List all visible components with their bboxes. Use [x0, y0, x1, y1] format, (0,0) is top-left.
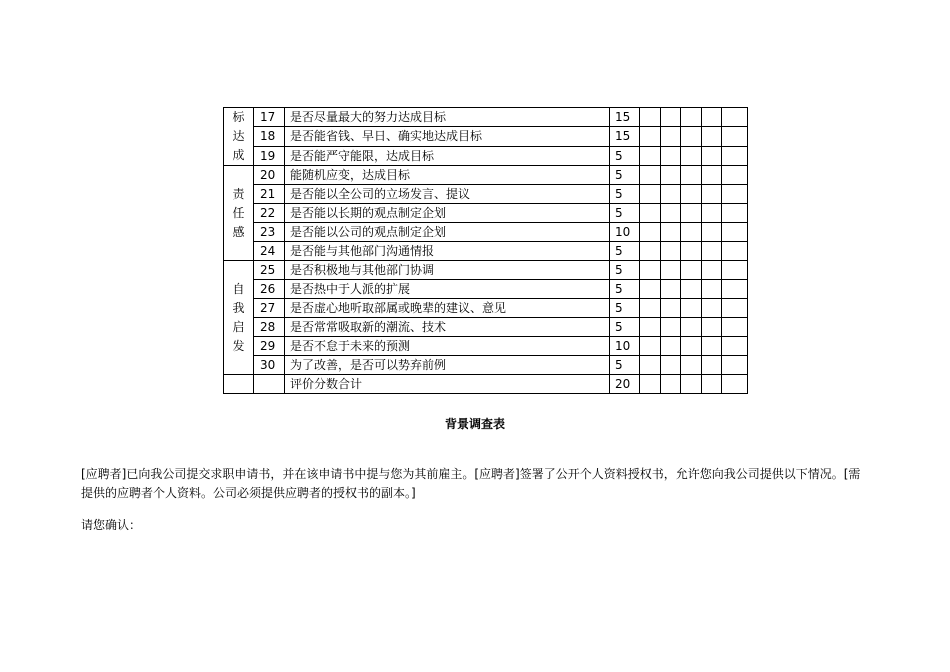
rating-cell[interactable] [702, 242, 722, 261]
row-item: 是否尽量最大的努力达成目标 [285, 108, 610, 127]
table-row [224, 242, 748, 261]
empty-cell [224, 375, 254, 394]
rating-cell[interactable] [640, 356, 661, 375]
table-row [224, 337, 748, 356]
total-label: 评价分数合计 [285, 375, 610, 394]
row-number: 19 [254, 146, 285, 165]
rating-cell[interactable] [640, 108, 661, 127]
row-score: 15 [610, 127, 640, 146]
total-row [224, 375, 748, 394]
section-title: 背景调查表 [444, 417, 505, 431]
row-item: 是否积极地与其他部门协调 [285, 261, 610, 280]
row-number: 23 [254, 223, 285, 242]
evaluation-table [223, 107, 748, 394]
rating-cell[interactable] [702, 108, 722, 127]
table-row [224, 146, 748, 165]
rating-cell[interactable] [681, 280, 702, 299]
rating-cell[interactable] [661, 261, 681, 280]
row-number: 26 [254, 280, 285, 299]
rating-cell[interactable] [661, 146, 681, 165]
rating-cell[interactable] [722, 337, 748, 356]
rating-cell[interactable] [640, 280, 661, 299]
rating-cell[interactable] [661, 223, 681, 242]
table-row [224, 280, 748, 299]
row-score: 5 [610, 299, 640, 318]
rating-cell[interactable] [640, 242, 661, 261]
rating-cell[interactable] [681, 375, 702, 394]
table-row [224, 299, 748, 318]
row-number: 17 [254, 108, 285, 127]
row-item: 是否常常吸取新的潮流、技术 [285, 318, 610, 337]
row-score: 5 [610, 280, 640, 299]
table-row [224, 166, 748, 185]
row-item: 是否虚心地听取部属或晚辈的建议、意见 [285, 299, 610, 318]
rating-cell[interactable] [722, 166, 748, 185]
rating-cell[interactable] [661, 375, 681, 394]
rating-cell[interactable] [681, 356, 702, 375]
row-score: 10 [610, 337, 640, 356]
row-number: 29 [254, 337, 285, 356]
rating-cell[interactable] [661, 318, 681, 337]
rating-cell[interactable] [640, 337, 661, 356]
rating-cell[interactable] [681, 242, 702, 261]
rating-cell[interactable] [681, 337, 702, 356]
rating-cell[interactable] [702, 356, 722, 375]
table-row [224, 204, 748, 223]
empty-cell [254, 375, 285, 394]
row-score: 15 [610, 108, 640, 127]
rating-cell[interactable] [702, 204, 722, 223]
rating-cell[interactable] [640, 261, 661, 280]
total-score: 20 [610, 375, 640, 394]
confirm-label: 请您确认： [81, 518, 142, 532]
rating-cell[interactable] [640, 318, 661, 337]
rating-cell[interactable] [640, 223, 661, 242]
rating-cell[interactable] [702, 146, 722, 165]
rating-cell[interactable] [722, 185, 748, 204]
row-item: 是否能以公司的观点制定企划 [285, 223, 610, 242]
category-cell: 标 达 成 [224, 108, 254, 166]
table-row [224, 223, 748, 242]
row-item: 是否能以全公司的立场发言、提议 [285, 185, 610, 204]
rating-cell[interactable] [722, 280, 748, 299]
row-number: 25 [254, 261, 285, 280]
rating-cell[interactable] [722, 146, 748, 165]
intro-paragraph: [应聘者]已向我公司提交求职申请书，并在该申请书中提与您为其前雇主。[应聘者]签署了公开个人资料授权书，允许您向我公司提供以下情况。[需提供的应聘者个人资料。公司必须提供应聘者的授权书的副本。] [81, 467, 861, 500]
rating-cell[interactable] [640, 299, 661, 318]
rating-cell[interactable] [640, 204, 661, 223]
rating-cell[interactable] [681, 185, 702, 204]
category-cell: 责 任 感 [224, 166, 254, 261]
rating-cell[interactable] [640, 127, 661, 146]
row-score: 5 [610, 166, 640, 185]
rating-cell[interactable] [681, 146, 702, 165]
rating-cell[interactable] [661, 204, 681, 223]
row-score: 5 [610, 356, 640, 375]
rating-cell[interactable] [681, 299, 702, 318]
row-number: 22 [254, 204, 285, 223]
row-item: 是否能省钱、早日、确实地达成目标 [285, 127, 610, 146]
rating-cell[interactable] [722, 223, 748, 242]
rating-cell[interactable] [702, 299, 722, 318]
rating-cell[interactable] [681, 166, 702, 185]
row-item: 是否能以长期的观点制定企划 [285, 204, 610, 223]
rating-cell[interactable] [661, 337, 681, 356]
rating-cell[interactable] [722, 127, 748, 146]
row-score: 5 [610, 318, 640, 337]
rating-cell[interactable] [661, 299, 681, 318]
rating-cell[interactable] [661, 280, 681, 299]
row-number: 20 [254, 166, 285, 185]
table-row [224, 127, 748, 146]
rating-cell[interactable] [702, 375, 722, 394]
rating-cell[interactable] [702, 280, 722, 299]
row-number: 28 [254, 318, 285, 337]
table-row [224, 261, 748, 280]
row-score: 5 [610, 204, 640, 223]
rating-cell[interactable] [702, 127, 722, 146]
rating-cell[interactable] [722, 242, 748, 261]
row-score: 10 [610, 223, 640, 242]
row-item: 是否热中于人派的扩展 [285, 280, 610, 299]
table-row [224, 108, 748, 127]
row-item: 是否不怠于未来的预测 [285, 337, 610, 356]
rating-cell[interactable] [661, 242, 681, 261]
rating-cell[interactable] [722, 356, 748, 375]
rating-cell[interactable] [722, 204, 748, 223]
rating-cell[interactable] [722, 375, 748, 394]
rating-cell[interactable] [702, 185, 722, 204]
rating-cell[interactable] [681, 223, 702, 242]
rating-cell[interactable] [681, 108, 702, 127]
rating-cell[interactable] [702, 318, 722, 337]
rating-cell[interactable] [702, 337, 722, 356]
rating-cell[interactable] [702, 261, 722, 280]
rating-cell[interactable] [681, 127, 702, 146]
rating-cell[interactable] [661, 185, 681, 204]
rating-cell[interactable] [661, 108, 681, 127]
row-score: 5 [610, 146, 640, 165]
rating-cell[interactable] [640, 375, 661, 394]
category-cell: 自 我 启 发 [224, 261, 254, 375]
row-item: 是否能严守能限，达成目标 [285, 146, 610, 165]
row-item: 是否能与其他部门沟通情报 [285, 242, 610, 261]
rating-cell[interactable] [702, 166, 722, 185]
table-row [224, 318, 748, 337]
rating-cell[interactable] [640, 166, 661, 185]
rating-cell[interactable] [640, 146, 661, 165]
row-number: 27 [254, 299, 285, 318]
rating-cell[interactable] [681, 318, 702, 337]
rating-cell[interactable] [702, 223, 722, 242]
rating-cell[interactable] [722, 318, 748, 337]
rating-cell[interactable] [722, 108, 748, 127]
table-row [224, 356, 748, 375]
row-score: 5 [610, 185, 640, 204]
row-score: 5 [610, 242, 640, 261]
row-number: 18 [254, 127, 285, 146]
row-number: 30 [254, 356, 285, 375]
rating-cell[interactable] [640, 185, 661, 204]
row-item: 为了改善，是否可以势弃前例 [285, 356, 610, 375]
row-score: 5 [610, 261, 640, 280]
rating-cell[interactable] [661, 166, 681, 185]
row-item: 能随机应变，达成目标 [285, 166, 610, 185]
rating-cell[interactable] [681, 261, 702, 280]
row-number: 21 [254, 185, 285, 204]
rating-cell[interactable] [661, 356, 681, 375]
rating-cell[interactable] [722, 299, 748, 318]
table-row [224, 185, 748, 204]
rating-cell[interactable] [722, 261, 748, 280]
rating-cell[interactable] [681, 204, 702, 223]
row-number: 24 [254, 242, 285, 261]
rating-cell[interactable] [661, 127, 681, 146]
